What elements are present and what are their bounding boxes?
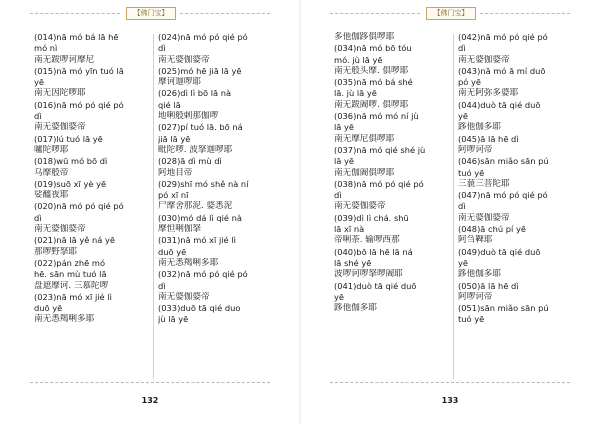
text-line: lā. jù lā yē	[334, 88, 377, 99]
text-line: (051)sān miǎo sān pú	[458, 303, 549, 314]
column-2	[458, 32, 578, 326]
text-line: 南无伽阇俱啰耶	[334, 167, 395, 178]
text-line: 南无婆伽婆帝	[458, 212, 510, 223]
text-line: 摩诃迦啰耶	[158, 77, 201, 88]
text-line: (019)suō xī yè yē	[34, 178, 107, 189]
text-line: (018)wū mó bō dì	[34, 156, 108, 167]
text-line: 南无婆伽婆帝	[34, 224, 86, 235]
page-header	[30, 6, 270, 20]
text-line: 南无跋啰诃摩尼	[34, 54, 95, 65]
text-line: 南无因陀啰耶	[34, 88, 86, 99]
text-line: (038)nā mó pó qié pó	[334, 178, 424, 189]
text-line: yē	[458, 257, 469, 268]
text-line: 三藐三菩陀耶	[458, 178, 510, 189]
text-line: pó yē	[458, 77, 481, 88]
text-line: lā xī nà	[334, 224, 365, 235]
header-rule-right	[180, 13, 270, 14]
column-divider	[453, 34, 454, 379]
column-1	[334, 32, 454, 314]
text-line: 帝唎荼. 输啰西那	[334, 235, 400, 246]
text-line: (027)pí tuó lā. bō ná	[158, 122, 243, 133]
text-line: (025)mó hē jiā lā yē	[158, 65, 242, 76]
text-line: dì	[458, 201, 466, 212]
footer-rule	[330, 382, 570, 383]
page-number: 132	[141, 396, 159, 405]
text-line: 娑醯夜耶	[34, 190, 69, 201]
page-header	[330, 6, 570, 20]
text-line: 南无般头摩. 俱啰耶	[334, 65, 409, 76]
text-line: dì	[158, 280, 166, 291]
text-line: 南无摩尼俱啰耶	[334, 133, 395, 144]
text-line: 跢他伽多耶	[334, 303, 377, 314]
text-line: lā yē	[334, 122, 355, 133]
text-line: 毗陀啰. 波拏迦啰耶	[158, 144, 233, 155]
text-line: (024)nā mó pó qié pó	[158, 32, 248, 42]
text-line: 阿刍鞞耶	[458, 235, 493, 246]
text-line: 南无婆伽婆帝	[158, 54, 210, 65]
text-line: (037)nā mó qié shé jù	[334, 144, 426, 155]
text-line: (026)dì lì bō lā nà	[158, 88, 232, 99]
text-line: 阿地目帝	[158, 167, 193, 178]
text-line: 跢他伽多耶	[458, 122, 501, 133]
text-line: (049)duò tā qié duō	[458, 246, 541, 257]
text-line: (032)nā mó pó qié pó	[158, 269, 248, 280]
text-line: lā yē	[334, 156, 355, 167]
text-line: yē	[334, 291, 345, 302]
text-line: 波啰诃啰拏啰阇耶	[334, 269, 403, 280]
text-line: (021)nā lā yě ná yē	[34, 235, 115, 246]
text-line: mó nì	[34, 43, 58, 54]
text-line: dì	[458, 43, 466, 54]
text-line: dì	[334, 190, 342, 201]
text-line: 南无婆伽婆帝	[334, 201, 386, 212]
text-line: (033)duō tā qié duo	[158, 303, 241, 314]
text-line: 南无婆伽婆帝	[458, 54, 510, 65]
text-line: (020)nā mó pó qié pó	[34, 201, 124, 212]
text-line: tuó yē	[458, 167, 485, 178]
page-number: 133	[441, 396, 459, 405]
text-line: (023)nā mó xī jié lì	[34, 291, 112, 302]
text-line: (036)nā mó mó ní jù	[334, 111, 419, 122]
text-line: yē	[34, 77, 45, 88]
text-line: 尸摩舍那泥. 婆悉泥	[158, 201, 233, 212]
text-line: 地唎般剌那伽啰	[158, 111, 219, 122]
text-line: 嚧陀啰耶	[34, 144, 69, 155]
text-line: (043)nā mó ā mí duō	[458, 65, 546, 76]
text-line: 南无婆伽婆帝	[158, 291, 210, 302]
text-line: 那啰野拏耶	[34, 246, 77, 257]
text-line: jiā lā yē	[158, 133, 191, 144]
column-divider	[153, 34, 154, 379]
text-line: (030)mó dá lì qié nà	[158, 212, 242, 223]
text-line: 阿啰诃帝	[458, 291, 493, 302]
text-line: 南无悉羯唎多耶	[34, 314, 95, 325]
text-line: (050)ā lā hē dì	[458, 280, 519, 291]
text-line: 阿啰诃帝	[458, 144, 493, 155]
text-line: yē	[458, 111, 469, 122]
header-rule-left	[330, 13, 420, 14]
text-line: 跢他伽多耶	[458, 269, 501, 280]
text-line: (035)nā mó bá shé	[334, 77, 413, 88]
text-line: 盘遮摩诃. 三慕陀啰	[34, 280, 109, 291]
text-line: (017)lú tuó lā yē	[34, 133, 103, 144]
text-line: dì	[34, 111, 42, 122]
column-1	[34, 32, 154, 326]
footer-rule	[30, 382, 270, 383]
text-line: (045)ā lā hē dì	[458, 133, 519, 144]
header-title: 【佛门宝】	[426, 7, 476, 20]
text-line: 南无悉羯唎多耶	[158, 257, 219, 268]
text-line: hē. sān mù tuó lā	[34, 269, 107, 280]
text-line: (014)nā mó bá lā hē	[34, 32, 119, 42]
text-line: (048)ā chú pí yē	[458, 224, 526, 235]
header-rule-left	[30, 13, 120, 14]
text-line: lā shé yē	[334, 257, 372, 268]
text-line: 南无跋阇啰. 俱啰耶	[334, 99, 409, 110]
text-line: qié lā	[158, 99, 181, 110]
text-line: (042)nā mó pó qié pó	[458, 32, 548, 42]
text-line: 乌摩般帝	[34, 167, 69, 178]
column-2	[158, 32, 278, 326]
text-line: (016)nā mó pó qié pó	[34, 99, 124, 110]
text-line: (031)nā mó xī jié lì	[158, 235, 236, 246]
text-line: (029)shī mó shě nà ní	[158, 178, 249, 189]
text-line: (046)sān miǎo sān pú	[458, 156, 549, 167]
text-line: 南无婆伽婆帝	[34, 122, 86, 133]
text-line: tuó yē	[458, 314, 485, 325]
text-line: pó xī nī	[158, 190, 189, 201]
text-line: jù lā yē	[158, 314, 189, 325]
text-line: (040)bō lā hē lā ná	[334, 246, 413, 257]
text-line: 多他伽跢俱啰耶	[334, 32, 395, 42]
text-line: (034)nā mó bō tóu	[334, 43, 412, 54]
header-rule-right	[480, 13, 570, 14]
text-line: dì	[158, 43, 166, 54]
text-line: 南无阿弥多婆耶	[458, 88, 519, 99]
text-line: (044)duò tā qié duō	[458, 99, 541, 110]
text-line: (041)duò tā qié duō	[334, 280, 417, 291]
text-line: (028)ā dì mù dì	[158, 156, 222, 167]
text-line: duō yē	[34, 303, 63, 314]
text-line: dì	[34, 212, 42, 223]
text-line: duō yē	[158, 246, 187, 257]
text-line: (047)nā mó pó qié pó	[458, 190, 548, 201]
text-line: (039)dì lì chá. shū	[334, 212, 409, 223]
text-line: mó. jù lā yē	[334, 54, 383, 65]
text-line: (022)pán zhē mó	[34, 257, 106, 268]
right-page	[300, 0, 600, 424]
header-title: 【佛门宝】	[126, 7, 176, 20]
text-line: (015)nā mó yīn tuó lā	[34, 65, 124, 76]
text-line: 摩怛唎伽拏	[158, 224, 201, 235]
